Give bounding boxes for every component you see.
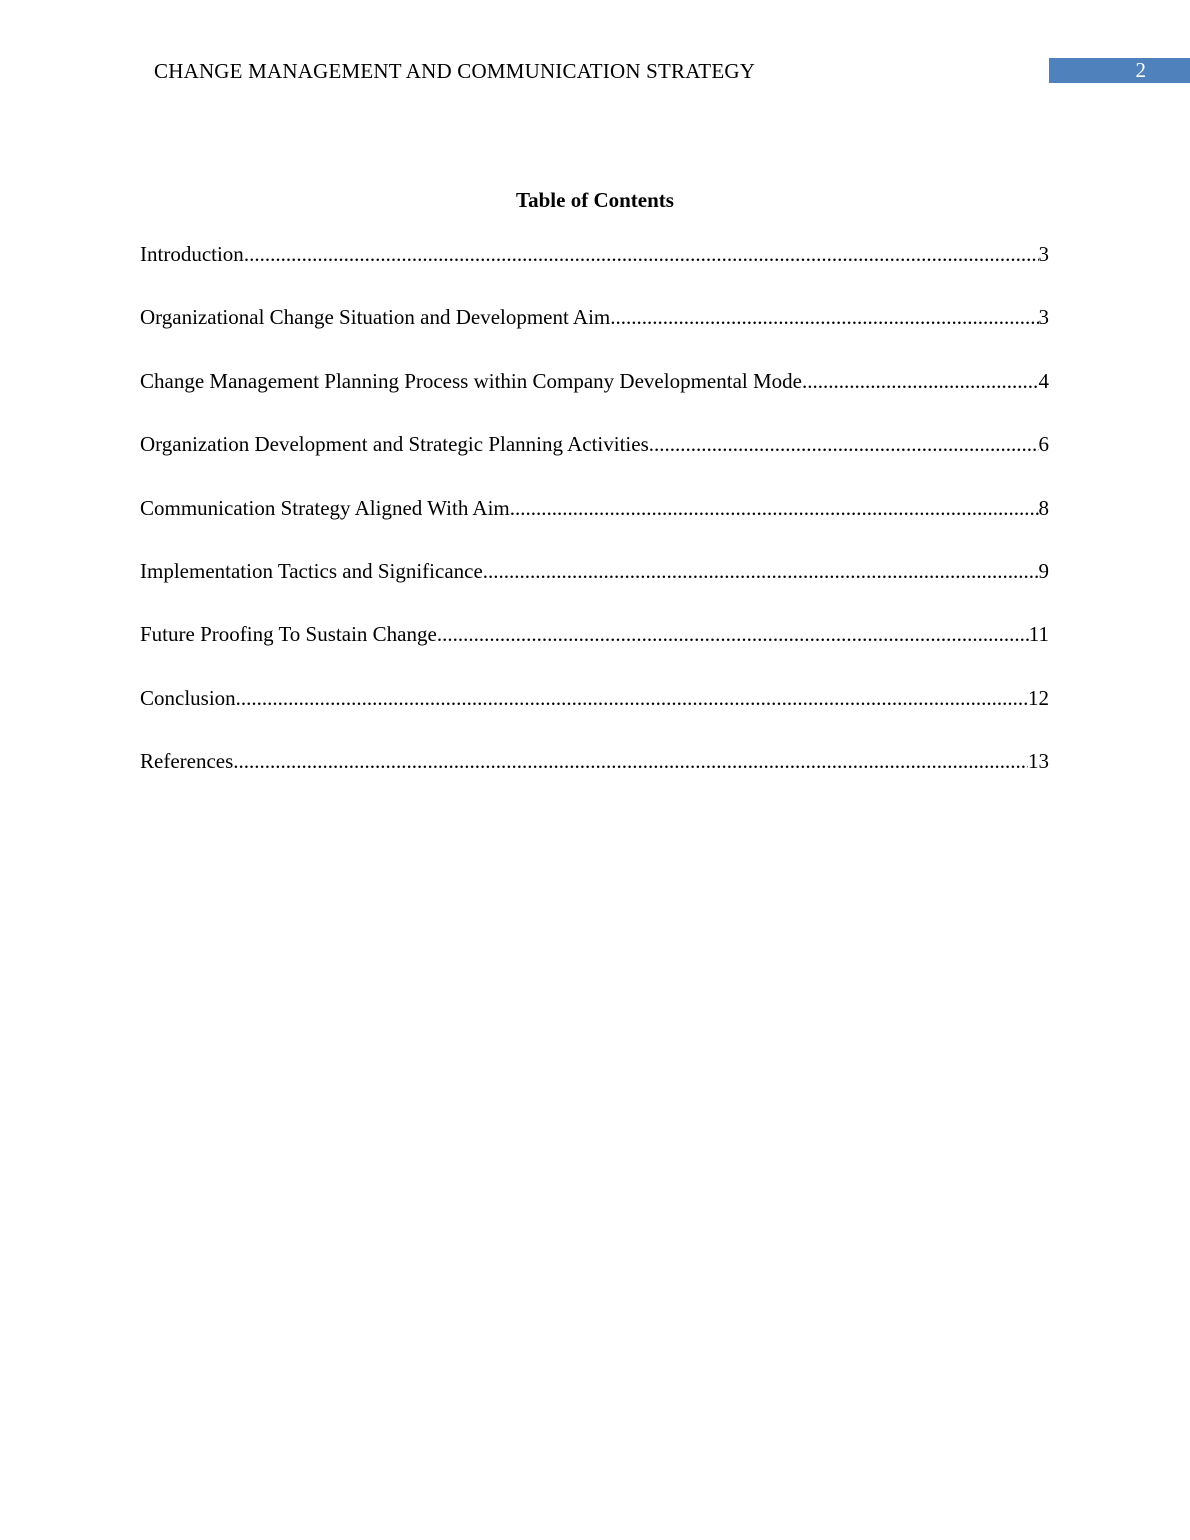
toc-dot-leader — [236, 684, 1028, 712]
toc-entry-page: 6 — [1038, 432, 1049, 457]
toc-entry-organizational-change[interactable] — [140, 303, 1049, 366]
toc-dot-leader — [437, 620, 1029, 648]
toc-entry-label: Introduction — [140, 242, 244, 266]
toc-dot-leader — [610, 303, 1038, 331]
toc-entry-label: References — [140, 749, 234, 774]
page-number-badge — [1049, 58, 1190, 83]
toc-entry-change-management-planning[interactable] — [140, 367, 1049, 430]
toc-entry-introduction[interactable] — [140, 240, 1049, 303]
toc-entry-page: 11 — [1028, 622, 1049, 647]
toc-dot-leader — [233, 747, 1028, 775]
toc-dot-leader — [244, 240, 1039, 268]
toc-dot-leader — [649, 430, 1039, 458]
toc-dot-leader — [510, 494, 1039, 522]
toc-entry-label: Change Management Planning Process within Company Developmental Mode — [140, 368, 802, 393]
toc-entry-label: Organization Development and Strategic Planning Activities — [140, 432, 649, 457]
toc-entry-implementation-tactics[interactable] — [140, 557, 1049, 620]
toc-entry-references[interactable] — [140, 747, 1049, 810]
toc-entry-organization-development[interactable] — [140, 430, 1049, 493]
toc-entry-page: 3 — [1038, 242, 1049, 266]
toc-dot-leader — [802, 367, 1039, 395]
toc-entry-label: Future Proofing To Sustain Change — [140, 622, 437, 647]
toc-dot-leader — [483, 557, 1039, 585]
running-header-title: CHANGE MANAGEMENT AND COMMUNICATION STRATEGY — [154, 59, 756, 83]
toc-entry-page: 3 — [1038, 305, 1049, 330]
toc-entry-label: Conclusion — [140, 685, 236, 710]
toc-entry-page: 12 — [1028, 685, 1049, 710]
toc-entry-future-proofing[interactable] — [140, 620, 1049, 683]
page-number: 2 — [1135, 58, 1146, 82]
toc-entry-communication-strategy[interactable] — [140, 494, 1049, 557]
toc-heading: Table of Contents — [516, 188, 674, 212]
toc-entry-page: 9 — [1038, 558, 1049, 583]
toc-list — [140, 240, 1049, 811]
toc-entry-page: 13 — [1028, 749, 1049, 774]
toc-entry-conclusion[interactable] — [140, 684, 1049, 747]
toc-entry-label: Communication Strategy Aligned With Aim — [140, 495, 510, 520]
toc-entry-page: 4 — [1038, 368, 1049, 393]
toc-entry-label: Organizational Change Situation and Development Aim — [140, 305, 611, 330]
toc-entry-page: 8 — [1038, 495, 1049, 520]
toc-entry-label: Implementation Tactics and Significance — [140, 558, 483, 583]
